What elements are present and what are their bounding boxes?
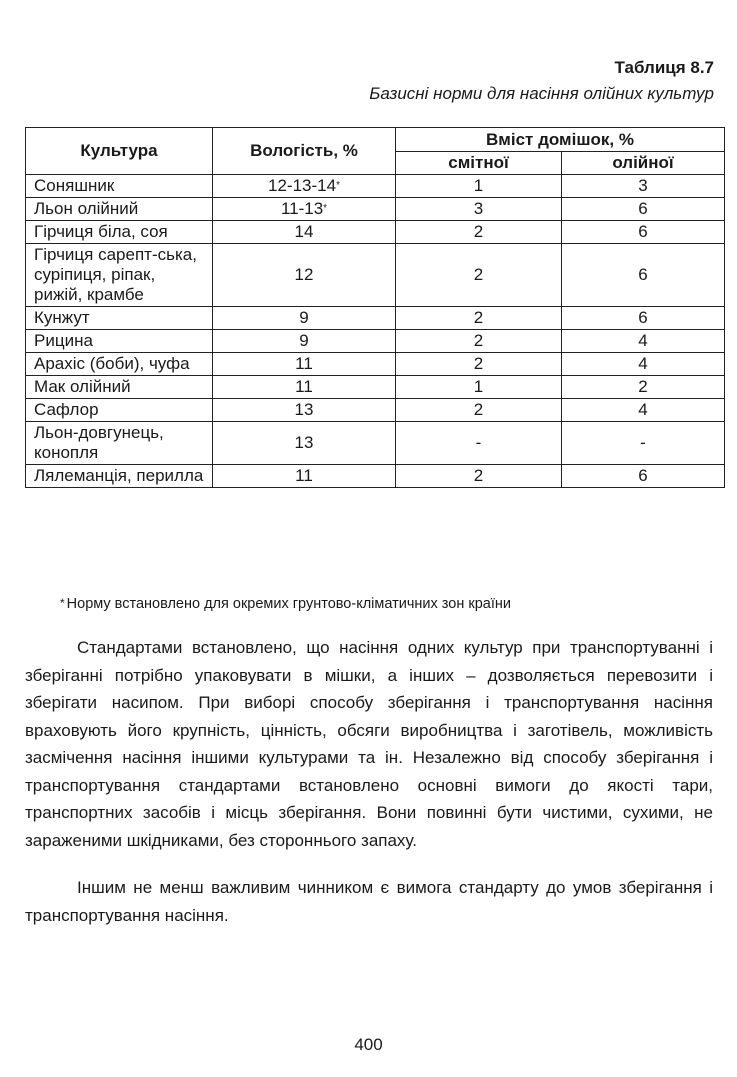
table-row — [26, 422, 725, 465]
table-row — [26, 244, 725, 307]
cell-moisture — [213, 465, 396, 488]
cell-moisture — [213, 221, 396, 244]
moisture-value: 12 — [294, 265, 314, 284]
cell-weed-impurity: - — [396, 422, 562, 465]
header-crop: Культура — [26, 128, 213, 175]
moisture-value: 9 — [299, 308, 309, 327]
cell-weed-impurity: 2 — [396, 465, 562, 488]
moisture-value: 11-13 — [280, 199, 324, 218]
moisture-value: 12-13-14 — [268, 176, 337, 195]
footnote-ref: * — [323, 203, 328, 214]
footnote-mark: * — [60, 596, 65, 610]
table-row — [26, 221, 725, 244]
cell-moisture — [213, 422, 396, 465]
cell-weed-impurity: 2 — [396, 307, 562, 330]
cell-crop: Арахіс (боби), чуфа — [26, 353, 213, 376]
table-row — [26, 353, 725, 376]
cell-crop: Сафлор — [26, 399, 213, 422]
cell-oil-impurity: 6 — [562, 307, 725, 330]
cell-moisture — [213, 353, 396, 376]
cell-weed-impurity: 2 — [396, 244, 562, 307]
cell-crop: Льон олійний — [26, 198, 213, 221]
cell-oil-impurity: 3 — [562, 175, 725, 198]
table-row — [26, 307, 725, 330]
cell-oil-impurity: - — [562, 422, 725, 465]
cell-oil-impurity: 6 — [562, 244, 725, 307]
footnote-text: Норму встановлено для окремих грунтово-кліматичних зон країни — [66, 596, 511, 612]
moisture-value: 14 — [294, 222, 314, 241]
cell-weed-impurity: 3 — [396, 198, 562, 221]
cell-oil-impurity: 6 — [562, 221, 725, 244]
cell-oil-impurity: 4 — [562, 330, 725, 353]
cell-weed-impurity: 1 — [396, 175, 562, 198]
cell-crop: Лялеманція, перилла — [26, 465, 213, 488]
cell-crop: Соняшник — [26, 175, 213, 198]
table-row — [26, 330, 725, 353]
cell-weed-impurity: 2 — [396, 330, 562, 353]
cell-crop: Рицина — [26, 330, 213, 353]
cell-moisture — [213, 175, 396, 198]
table-row — [26, 376, 725, 399]
table-footnote — [60, 596, 511, 612]
table-row — [26, 399, 725, 422]
seed-norms-table — [25, 127, 725, 488]
cell-crop: Льон-довгунець, конопля — [26, 422, 213, 465]
moisture-value: 11 — [295, 466, 313, 485]
cell-crop: Мак олійний — [26, 376, 213, 399]
moisture-value: 13 — [294, 400, 314, 419]
header-moisture: Вологість, % — [213, 128, 396, 175]
paragraph-1: Стандартами встановлено, що насіння одних культур при транспортуванні і зберіганні потрібно упаковувати в мішки, а інших – дозволяється перевозити і зберігати насипом. При виборі способу зберігання і транспортування насіння враховують його крупність, цінність, обсяги виробництва і заготівель, можливість засмічення насіння іншими культурами та ін. Незалежно від способу зберігання і транспортування стандартами встановлено основні вимоги до якості тари, транспортних засобів і місць зберігання. Вони повинні бути чистими, сухими, не зараженими шкідниками, без стороннього запаху. — [25, 638, 713, 850]
moisture-value: 11 — [295, 377, 313, 396]
cell-crop: Гірчиця сарепт-ська, суріпиця, ріпак, рижій, крамбе — [26, 244, 213, 307]
header-weed: смітної — [396, 152, 562, 175]
header-oil: олійної — [562, 152, 725, 175]
cell-moisture — [213, 244, 396, 307]
cell-moisture — [213, 198, 396, 221]
table-caption: Базисні норми для насіння олійних культур — [369, 84, 714, 103]
cell-weed-impurity: 1 — [396, 376, 562, 399]
cell-crop: Кунжут — [26, 307, 213, 330]
cell-moisture — [213, 399, 396, 422]
paragraph-2: Іншим не менш важливим чинником є вимога стандарту до умов зберігання і транспортування насіння. — [25, 878, 713, 925]
cell-moisture — [213, 330, 396, 353]
table-row — [26, 465, 725, 488]
cell-moisture — [213, 376, 396, 399]
footnote-ref: * — [336, 180, 340, 191]
cell-weed-impurity: 2 — [396, 353, 562, 376]
cell-oil-impurity: 2 — [562, 376, 725, 399]
page-number: 400 — [354, 1035, 383, 1054]
table-number: Таблиця 8.7 — [614, 58, 714, 77]
moisture-value: 9 — [299, 331, 309, 350]
table-row — [26, 175, 725, 198]
cell-crop: Гірчиця біла, соя — [26, 221, 213, 244]
table-body — [26, 175, 725, 488]
cell-oil-impurity: 6 — [562, 465, 725, 488]
cell-oil-impurity: 4 — [562, 399, 725, 422]
cell-oil-impurity: 6 — [562, 198, 725, 221]
moisture-value: 13 — [294, 433, 314, 452]
cell-oil-impurity: 4 — [562, 353, 725, 376]
cell-weed-impurity: 2 — [396, 399, 562, 422]
cell-moisture — [213, 307, 396, 330]
cell-weed-impurity: 2 — [396, 221, 562, 244]
header-impurity: Вміст домішок, % — [396, 128, 725, 152]
moisture-value: 11 — [295, 354, 313, 373]
table-row — [26, 198, 725, 221]
